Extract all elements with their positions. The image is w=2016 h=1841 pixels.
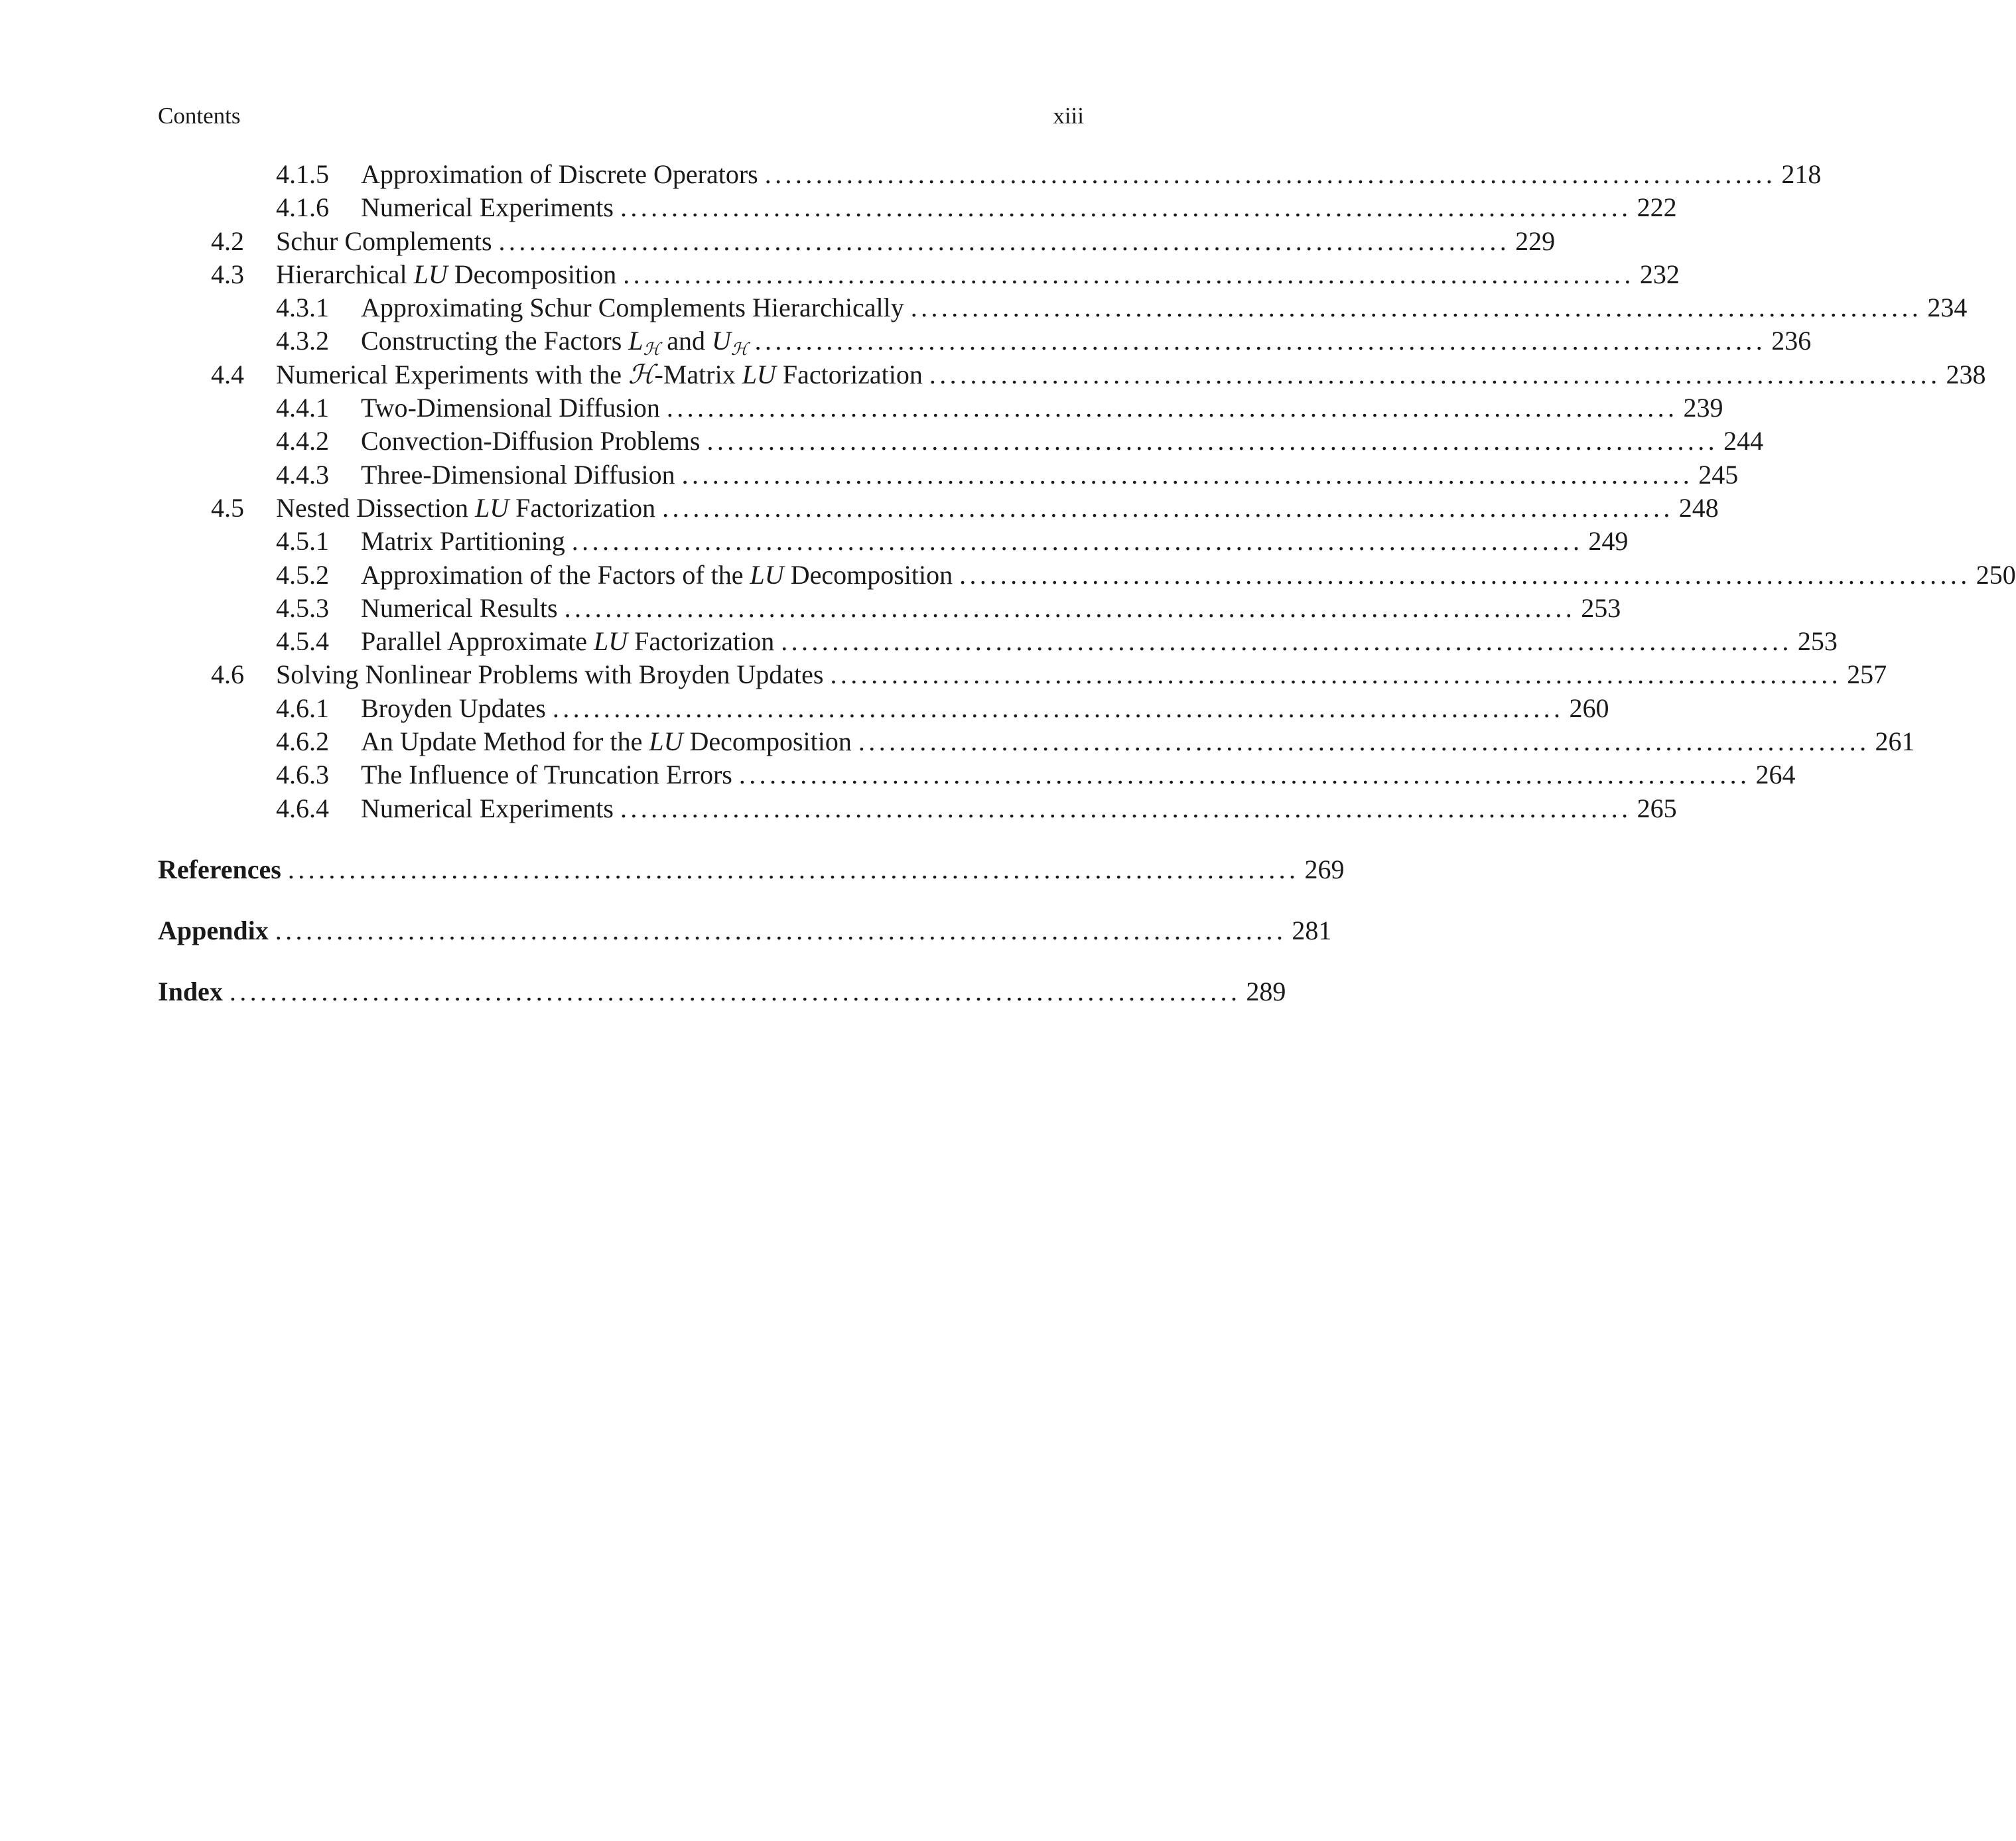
toc-entry[interactable] <box>158 492 1719 525</box>
toc-entry-number: 4.6.4 <box>276 793 329 823</box>
toc-entry-number: 4.3 <box>211 259 244 289</box>
toc-entry-page: 253 <box>1797 626 1838 657</box>
toc-entry-page: 260 <box>1569 693 1609 723</box>
toc-entry-page: 222 <box>1637 192 1677 223</box>
toc-entry-number: 4.4 <box>211 359 244 389</box>
toc-entry[interactable] <box>158 225 1556 258</box>
toc-chapter-title: References <box>158 854 281 884</box>
toc-leader: ................................................................................................... <box>754 326 1767 356</box>
toc-entry-title: Broyden Updates <box>361 693 546 723</box>
toc-entry-title: Numerical Experiments <box>361 793 614 823</box>
toc-entry-page: 244 <box>1723 426 1764 456</box>
toc-chapter-title: Index <box>158 976 223 1006</box>
toc-entry-title: Approximation of the Factors of the LU Decomposition <box>361 559 953 590</box>
toc-chapter-page: 289 <box>1246 976 1286 1006</box>
toc-entry-page: 238 <box>1946 359 1986 389</box>
toc-entry-page: 232 <box>1639 259 1680 289</box>
toc-entry-title: Numerical Results <box>361 592 558 623</box>
toc-entry-title: Hierarchical LU Decomposition <box>276 259 617 289</box>
toc-entry-number: 4.4.2 <box>276 426 329 456</box>
toc-entry-number: 4.6.2 <box>276 726 329 757</box>
toc-entry-number: 4.5.4 <box>276 626 329 657</box>
toc-entry[interactable] <box>158 391 1723 425</box>
toc-entry[interactable] <box>158 291 1968 324</box>
toc-entry[interactable] <box>158 158 1822 191</box>
toc-entry-page: 257 <box>1847 659 1887 690</box>
toc-entry-title: Parallel Approximate LU Factorization <box>361 626 775 657</box>
toc-leader: ................................................................................................... <box>623 259 1635 289</box>
toc-entry-number: 4.6.3 <box>276 760 329 790</box>
toc-entry-number: 4.6.1 <box>276 693 329 723</box>
toc-entry[interactable] <box>158 625 1838 658</box>
toc-entry-page: 253 <box>1581 592 1621 623</box>
toc-chapter-page: 269 <box>1304 854 1345 884</box>
toc-chapter-appendix[interactable] <box>158 914 1332 947</box>
toc-leader: ................................................................................................... <box>681 459 1694 490</box>
toc-leader: ................................................................................................... <box>620 793 1632 823</box>
toc-leader: ................................................................................................... <box>552 693 1564 723</box>
toc-leader: ................................................................................................... <box>287 854 1300 884</box>
toc-leader: ................................................................................................... <box>498 226 1511 256</box>
toc-leader: ................................................................................................... <box>929 359 1941 389</box>
toc-entry-number: 4.5.1 <box>276 526 329 557</box>
toc-entry-title: Approximating Schur Complements Hierarchically <box>361 293 904 323</box>
toc-entry-title: Matrix Partitioning <box>361 526 565 557</box>
toc-chapter-title: Appendix <box>158 915 269 945</box>
toc-entry-page: 229 <box>1515 226 1556 256</box>
toc-leader: ................................................................................................... <box>781 626 1792 657</box>
toc-leader: ................................................................................................... <box>764 159 1777 189</box>
toc-entry-number: 4.5.2 <box>276 559 329 590</box>
toc-entry-title: Three-Dimensional Diffusion <box>361 459 675 490</box>
toc-entry-number: 4.2 <box>211 226 244 256</box>
toc-entry-title: Constructing the Factors $L_ℋ$ and $U_ℋ$ <box>361 326 748 360</box>
toc-entry-page: 265 <box>1637 793 1677 823</box>
toc-entry-number: 4.6 <box>211 659 244 690</box>
toc-entry-title: Numerical Experiments with the ℋ-Matrix LU Factorization <box>276 359 923 390</box>
toc-entry[interactable] <box>158 792 1677 825</box>
toc-entry-number: 4.1.5 <box>276 159 329 189</box>
toc-leader: ................................................................................................... <box>275 915 1287 945</box>
running-head <box>158 100 1084 133</box>
toc-entry[interactable] <box>158 458 1739 492</box>
toc-entry[interactable] <box>158 191 1677 224</box>
toc-entry-title: Two-Dimensional Diffusion <box>361 393 660 423</box>
toc-entry[interactable] <box>158 592 1621 625</box>
toc-leader: ................................................................................................... <box>666 393 1678 423</box>
toc-entry[interactable] <box>158 725 1915 758</box>
toc-entry-title: Solving Nonlinear Problems with Broyden Updates <box>276 659 824 690</box>
toc-entry-title: Schur Complements <box>276 226 492 256</box>
toc-entry-title: Approximation of Discrete Operators <box>361 159 758 189</box>
toc-chapter-references[interactable] <box>158 853 1345 886</box>
toc-entry[interactable] <box>158 692 1609 725</box>
toc-leader: ................................................................................................... <box>738 760 1751 790</box>
toc-entry-page: 261 <box>1875 726 1915 757</box>
toc-entry-number: 4.4.3 <box>276 459 329 490</box>
toc-entry-page: 250 <box>1976 559 2016 590</box>
toc-entry[interactable] <box>158 525 1629 558</box>
toc-entry-page: 264 <box>1755 760 1796 790</box>
toc-entry-page: 236 <box>1771 326 1812 356</box>
toc-entry-number: 4.1.6 <box>276 192 329 223</box>
toc-entry-title: Convection-Diffusion Problems <box>361 426 701 456</box>
toc-leader: ................................................................................................... <box>910 293 1922 323</box>
toc-entry[interactable] <box>158 258 1680 291</box>
page-number: xiii <box>1053 103 1084 129</box>
toc-entry[interactable] <box>158 358 1986 391</box>
toc-entry[interactable] <box>158 758 1796 791</box>
toc-entry[interactable] <box>158 425 1764 458</box>
toc-entry-page: 239 <box>1683 393 1723 423</box>
toc-entry-number: 4.3.2 <box>276 326 329 356</box>
toc-chapter-index[interactable] <box>158 975 1286 1008</box>
toc-entry-title: Numerical Experiments <box>361 192 614 223</box>
toc-leader: ................................................................................................... <box>571 526 1583 557</box>
toc-leader: ................................................................................................... <box>706 426 1719 456</box>
toc-entry-number: 4.5.3 <box>276 592 329 623</box>
toc-entry-page: 249 <box>1588 526 1629 557</box>
toc-entry-number: 4.5 <box>211 492 244 523</box>
toc-leader: ................................................................................................... <box>564 592 1576 623</box>
toc-entry-title: An Update Method for the LU Decomposition <box>361 726 852 757</box>
toc-leader: ................................................................................................... <box>959 559 1971 590</box>
toc-entry[interactable] <box>158 559 2016 592</box>
toc-entry-page: 248 <box>1678 492 1719 523</box>
toc-entry-page: 234 <box>1927 293 1968 323</box>
toc-entry-page: 245 <box>1698 459 1739 490</box>
toc-entry-title: Nested Dissection LU Factorization <box>276 492 656 523</box>
toc-entry-number: 4.3.1 <box>276 293 329 323</box>
table-of-contents <box>158 158 2016 1008</box>
toc-chapter-page: 281 <box>1292 915 1332 945</box>
toc-leader: ................................................................................................... <box>229 976 1241 1006</box>
toc-entry-page: 218 <box>1781 159 1822 189</box>
toc-leader: ................................................................................................... <box>662 492 1674 523</box>
toc-entry[interactable] <box>158 658 1887 691</box>
toc-entry[interactable] <box>158 324 1812 360</box>
toc-entry-title: The Influence of Truncation Errors <box>361 760 732 790</box>
toc-entry-number: 4.4.1 <box>276 393 329 423</box>
running-head-title: Contents <box>158 103 241 129</box>
toc-leader: ................................................................................................... <box>620 192 1632 223</box>
toc-leader: ................................................................................................... <box>858 726 1870 757</box>
toc-leader: ................................................................................................... <box>830 659 1842 690</box>
